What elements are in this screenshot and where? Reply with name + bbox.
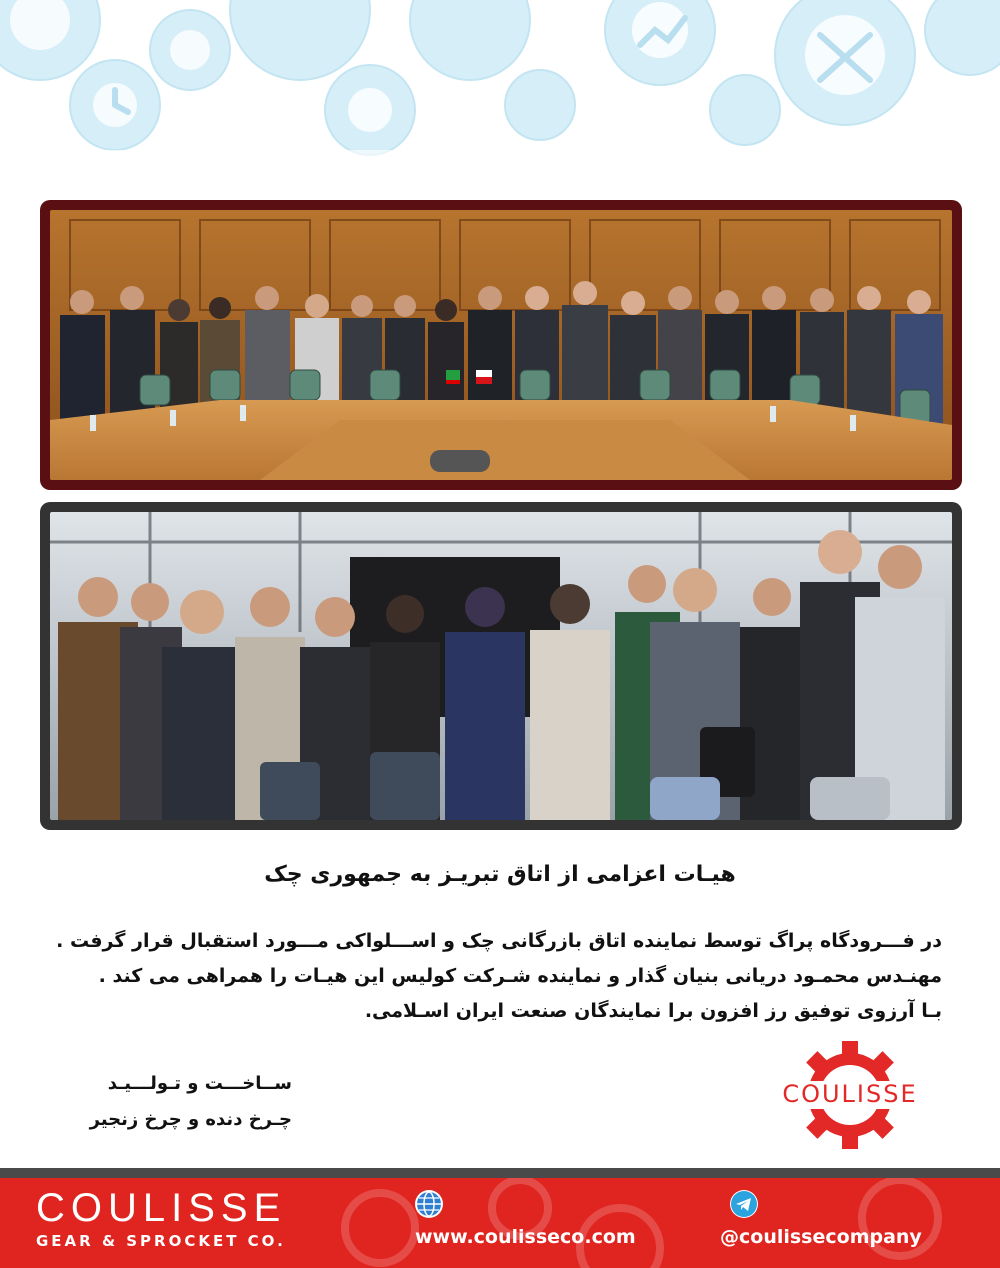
meeting-photo-frame — [40, 200, 962, 490]
body-line-2: مهنـدس محمـود دریانی بنیان گذار و نماینده شـرکت کولیس این هیـات را همراهی می کند . — [98, 965, 942, 987]
airport-group-photo — [50, 512, 952, 820]
body-paragraph — [42, 924, 942, 1029]
brand-subtitle: GEAR & SPROCKET CO. — [36, 1232, 286, 1250]
meeting-room-photo — [50, 210, 952, 480]
brand-name: COULISSE — [36, 1186, 287, 1230]
footer-brand — [36, 1188, 286, 1250]
tagline-line-2: چـرخ دنده و چرخ زنجیر — [89, 1109, 292, 1130]
body-line-3: بـا آرزوی توفیق رز افزون برا نمایندگان صنعت ایران اسـلامی. — [364, 1000, 942, 1022]
airport-photo-frame — [40, 502, 962, 830]
tagline-line-1: ســاخـــت و تـولـــیـد — [107, 1073, 292, 1094]
website-link[interactable]: www.coulisseco.com — [415, 1226, 636, 1248]
headline: هیـات اعزامی از اتاق تبریـز به جمهوری چک — [264, 862, 736, 887]
logo-wordmark: COULISSE — [782, 1080, 918, 1108]
coulisse-gear-logo — [760, 1040, 940, 1150]
telegram-handle-link[interactable]: @coulissecompany — [720, 1226, 922, 1248]
footer-top-strip — [0, 1168, 1000, 1178]
globe-icon — [415, 1190, 443, 1218]
gear-pattern-background — [0, 0, 1000, 170]
tagline — [70, 1066, 292, 1138]
telegram-icon — [730, 1190, 758, 1218]
body-line-1: در فـــرودگاه پراگ توسط نماینده اتاق بازرگانی چک و اســـلواکی مـــورد استقبال قرار گرفت . — [56, 930, 942, 952]
